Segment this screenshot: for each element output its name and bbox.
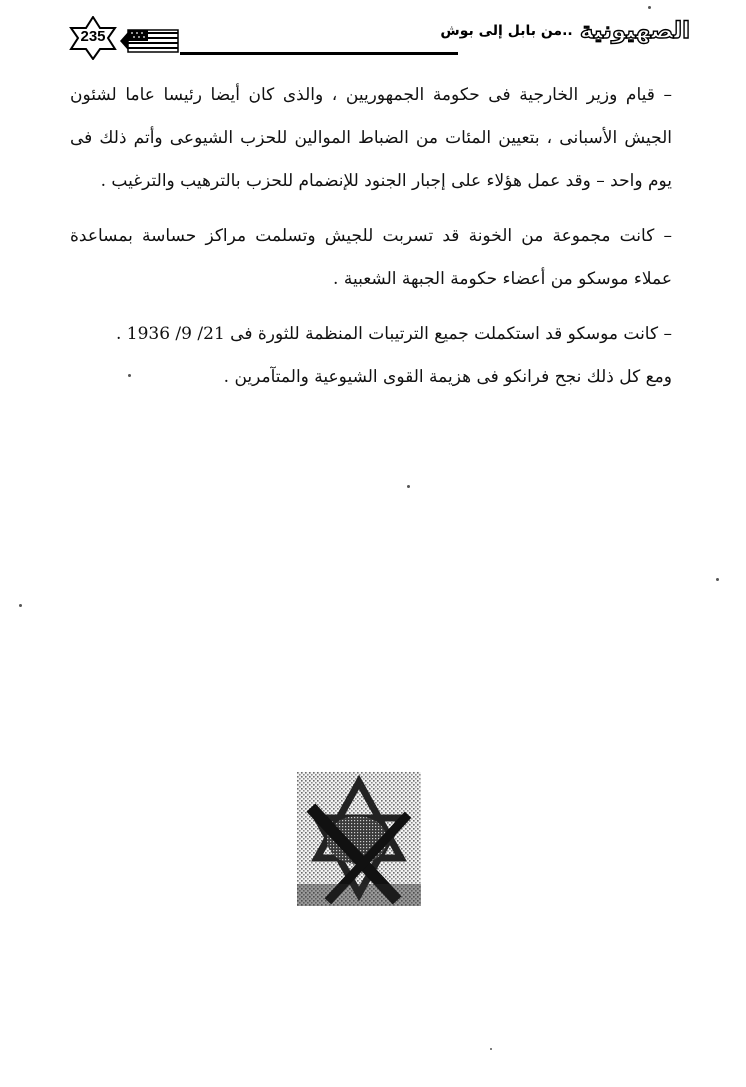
running-header bbox=[68, 14, 690, 60]
paragraph-3: – كانت موسكو قد استكملت جميع الترتيبات المنظمة للثورة فى 21/ 9/ 1936 . bbox=[115, 324, 672, 344]
paragraph-4: ومع كل ذلك نجح فرانكو فى هزيمة القوى الشيوعية والمتآمرين . bbox=[223, 367, 672, 387]
scan-speck bbox=[716, 578, 719, 581]
paragraph-1: – قيام وزير الخارجية فى حكومة الجمهوريين ، والذى كان أيضا رئيسا عاما لشئون الجيش الأسبانى ، بتعيين المئات من الضباط الموالين للحزب الشيوعى وأتم ذلك فى يوم واحد – وقد عمل هؤلاء على إجبار الجنود للإنضمام للحزب بالترهيب والترغيب . bbox=[70, 85, 672, 191]
scan-speck bbox=[19, 604, 22, 607]
star-of-david-x-emblem-icon bbox=[297, 772, 421, 906]
page-number-badge bbox=[68, 16, 118, 60]
scan-speck bbox=[490, 1048, 492, 1050]
scan-speck bbox=[648, 6, 651, 9]
flag-icon bbox=[118, 28, 180, 54]
page-body bbox=[70, 74, 672, 399]
page-number: 235 bbox=[80, 28, 106, 45]
header-rule bbox=[180, 52, 458, 55]
header-title bbox=[440, 18, 690, 44]
scan-speck bbox=[407, 485, 410, 488]
book-brand-title: الصهيونية bbox=[579, 18, 690, 44]
scan-speck bbox=[128, 374, 131, 377]
paragraph-2: – كانت مجموعة من الخونة قد تسربت للجيش وتسلمت مراكز حساسة بمساعدة عملاء موسكو من أعضاء حكومة الجبهة الشعبية . bbox=[70, 226, 672, 289]
book-subtitle: ..من بابل إلى بوش bbox=[440, 23, 573, 39]
